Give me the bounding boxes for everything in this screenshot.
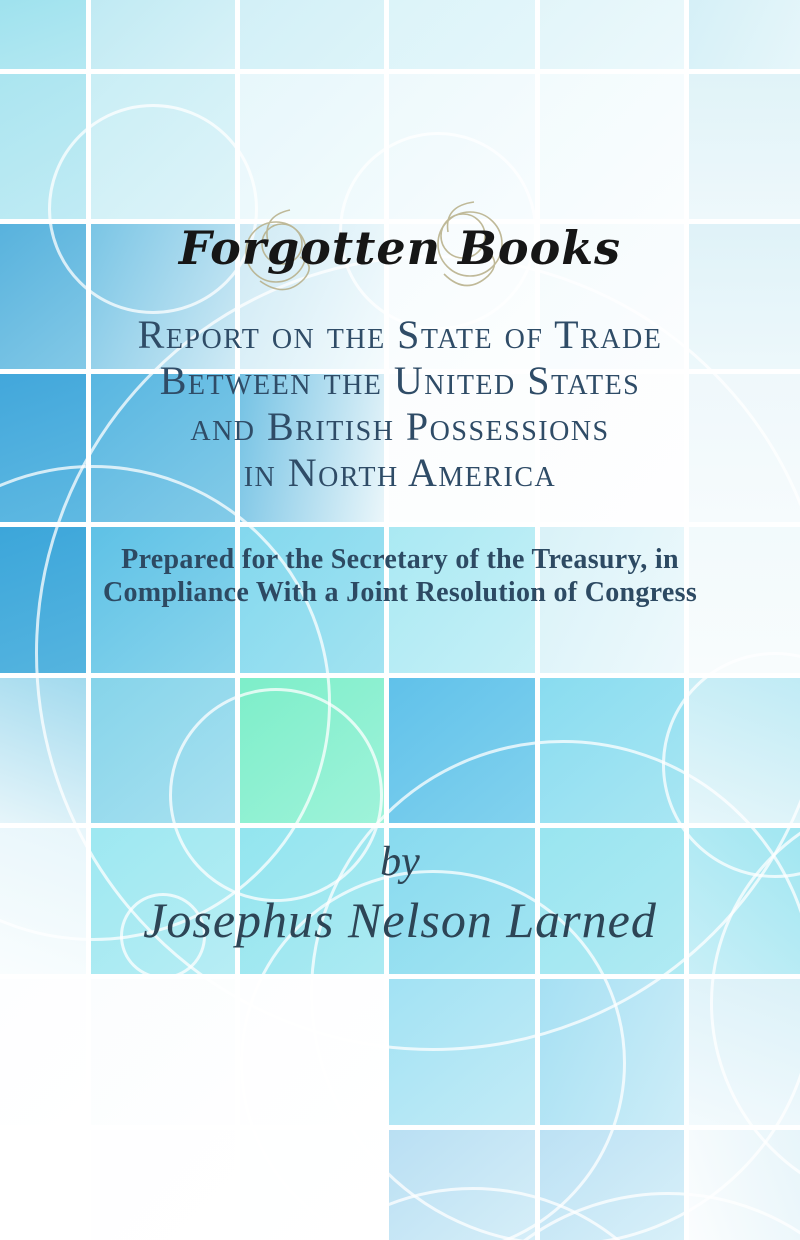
book-subtitle: [0, 543, 800, 609]
book-title-line: Report on the State of Trade: [137, 312, 663, 357]
publisher-logo: [0, 198, 800, 298]
book-subtitle-line: Compliance With a Joint Resolution of Congress: [102, 577, 698, 608]
book-subtitle-line: Prepared for the Secretary of the Treasury, in: [121, 544, 679, 575]
book-title-line: Between the United States: [159, 358, 641, 403]
author-name: Josephus Nelson Larned: [143, 892, 657, 948]
publisher-logo-text: Forgotten Books: [178, 221, 622, 275]
book-title-line: in North America: [243, 450, 557, 495]
book-title-line: and British Possessions: [190, 404, 610, 449]
byline: by: [380, 839, 420, 885]
book-title: [0, 312, 800, 496]
